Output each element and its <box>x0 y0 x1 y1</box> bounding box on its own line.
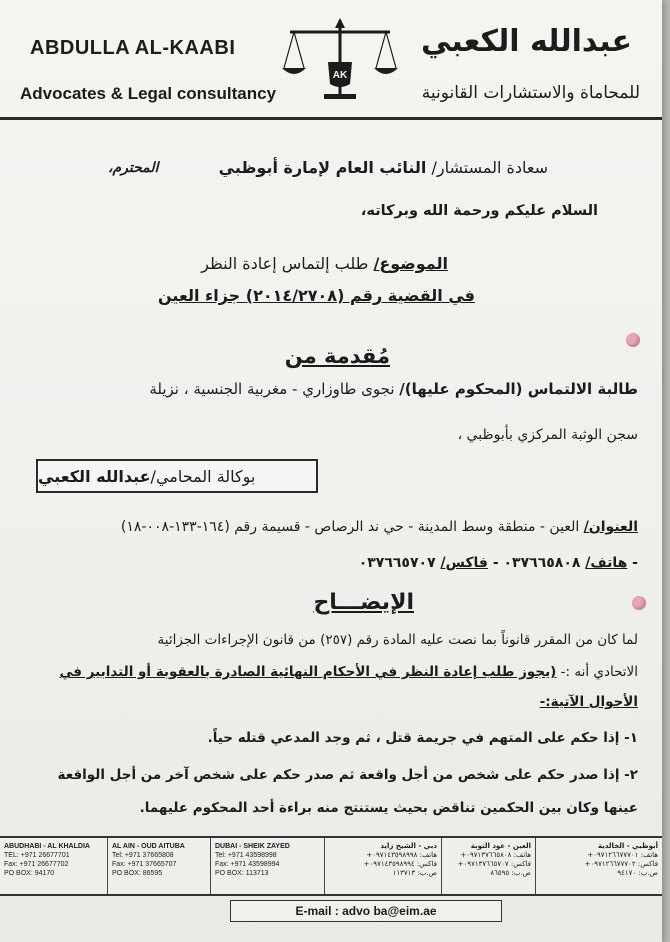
list-item: ١- إذا حكم على المتهم في جريمة قتل ، ثم وجد المدعي قتله حياً. <box>207 730 638 746</box>
subject-line <box>201 254 448 273</box>
firm-tagline-en: Advocates & Legal consultancy <box>20 84 277 103</box>
paragraph-2-quote: (يجوز طلب إعادة النظر في الأحكام النهائية الصادرة بالعقوبة أو التدابير في <box>59 664 557 680</box>
office-alain-ar: العين - عود التوبة هاتف: ٠٩٧١٣٧٦٦٥٨٠٨+ فاكس: ٠٩٧١٣٧٦٦٥٧٠٧+ ص.ب: ٨٦٥٩٥ <box>442 838 536 894</box>
logo-monogram: AK <box>332 70 348 81</box>
office-abudhabi-ar: أبوظبي - الخالدية هاتف: ٠٩٧١٢٦٦٧٧٧٠١+ فاكس: ٠٩٧١٢٦٦٧٧٧٠٢+ ص.ب: ٩٤١٧٠ <box>584 842 658 877</box>
firm-name-en: ABDULLA AL-KAABI <box>30 37 236 59</box>
pin-dot <box>632 596 646 610</box>
paragraph-1: لما كان من المقرر قانوناً بما نصت عليه المادة رقم (٢٥٧) من قانون الإجراءات الجزائية <box>157 632 638 648</box>
subject-text: طلب إلتماس إعادة النظر <box>201 254 369 273</box>
firm-name-ar: عبدالله الكعبي <box>420 24 632 59</box>
salutation-prefix: سعادة المستشار/ <box>431 158 548 177</box>
agency-box <box>36 459 318 493</box>
paragraph-2-prefix: الاتحادي أنه :- <box>560 664 638 680</box>
salutation-line <box>219 158 548 177</box>
office-abudhabi-en: ABUDHABI - AL KHALDIA TEL: +971 26677701 Fax: +971 26677702 PO BOX: 94170 <box>0 838 108 894</box>
subject-label: الموضوع/ <box>373 254 448 273</box>
applicant-text: نجوى طاوزاري - مغربية الجنسية ، نزيلة <box>149 380 395 398</box>
address-line <box>121 519 638 535</box>
phone-number: ٠٣٧٦٦٥٨٠٨ <box>503 555 581 571</box>
respect-note: المحترم، <box>108 160 159 176</box>
phone-label: هاتف/ <box>585 555 628 571</box>
prison-line: سجن الوثبة المركزي بأبوظبي ، <box>457 427 638 443</box>
list-item: ٢- إذا صدر حكم على شخص من أجل واقعة ثم صدر حكم على شخص آخر من أجل الواقعة <box>57 767 638 783</box>
office-dubai-ar: دبي - الشيخ زايد هاتف: ٠٩٧١٤٣٥٩٨٩٩٨+ فاكس: ٠٩٧١٤٣٥٩٨٩٩٤+ ص.ب: ١١٣٧١٣ <box>325 838 442 894</box>
scales-of-justice-logo <box>280 14 400 106</box>
office-dubai-en: DUBAI - SHEIK ZAYED Tel: +971 43598998 Fax: +971 43598994 PO BOX: 113713 <box>211 838 325 894</box>
paragraph-2 <box>60 664 638 680</box>
pin-dot <box>626 333 640 347</box>
greeting: السلام عليكم ورحمة الله وبركاته، <box>360 203 598 219</box>
fax-label: فاكس/ <box>440 555 488 571</box>
footer-email: E-mail : advo ba@eim.ae <box>230 900 502 922</box>
contact-line: - هاتف/ ٠٣٧٦٦٥٨٠٨ - فاكس/ ٠٣٧٦٦٥٧٠٧ <box>358 555 638 571</box>
salutation-name: النائب العام لإمارة أبوظبي <box>218 158 427 177</box>
address-text: العين - منطقة وسط المدينة - حي ند الرصاص - قسيمة رقم (١٦٤-١٣٣-٠٠٨-١٨) <box>120 519 580 535</box>
footer-offices <box>0 836 662 896</box>
agency-name: عبدالله الكعبي <box>38 466 151 486</box>
paragraph-3: الأحوال الآتية:- <box>539 694 638 710</box>
firm-tagline-ar: للمحاماة والاستشارات القانونية <box>421 83 640 103</box>
applicant-line <box>149 380 638 398</box>
letterhead-divider <box>0 117 662 120</box>
address-label: العنوان/ <box>583 519 638 535</box>
agency-label: بوكالة المحامي/ <box>150 466 256 486</box>
office-alain-en: AL AIN - OUD AITUBA Tel: +971 37665808 Fax: +971 37665707 PO BOX: 86595 <box>108 838 211 894</box>
presented-by-heading: مُقدمة من <box>284 344 390 368</box>
applicant-label: طالبة الالتماس (المحكوم عليها)/ <box>399 380 638 398</box>
list-item-continuation: عينها وكان بين الحكمين تناقض بحيث يستنتج منه براءة أحد المحكوم عليهما. <box>139 800 638 816</box>
explanation-heading: الإيضـــاح <box>313 590 414 615</box>
subject-case: في القضية رقم (٢٠١٤/٢٧٠٨) جزاء العين <box>158 286 475 305</box>
fax-number: ٠٣٧٦٦٥٧٠٧ <box>358 555 436 571</box>
